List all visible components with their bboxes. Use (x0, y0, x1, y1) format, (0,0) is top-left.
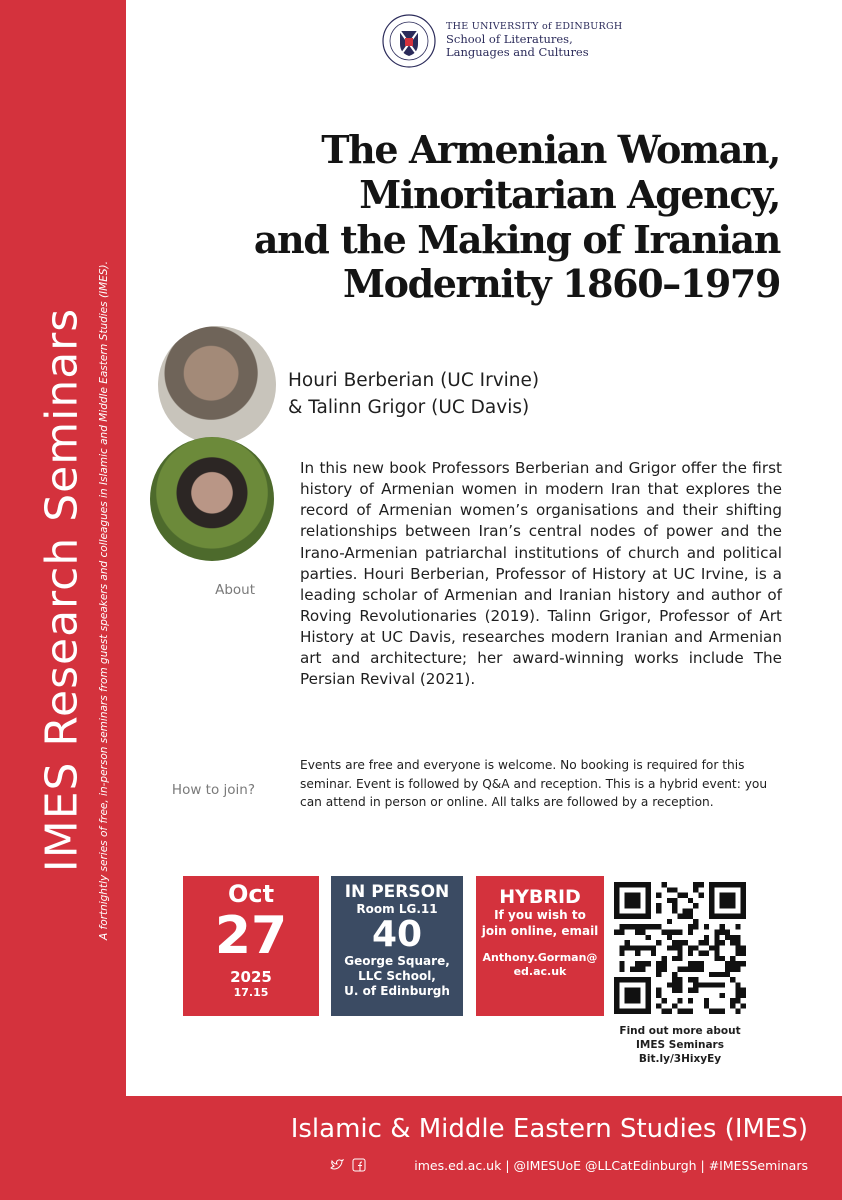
address-line: George Square, (344, 953, 450, 968)
about-label: About (215, 582, 255, 598)
speakers (288, 368, 539, 422)
email-part: ed.ac.uk (513, 965, 567, 979)
qr-caption-line: Find out more about (619, 1025, 741, 1037)
in-person-heading: IN PERSON (344, 882, 450, 902)
footer-links[interactable]: imes.ed.ac.uk | @IMESUoE @LLCatEdinburgh | #IMESSeminars (414, 1158, 808, 1173)
hybrid-heading: HYBRID (499, 886, 581, 908)
qr-caption-line: IMES Seminars (636, 1039, 724, 1052)
speaker-line: & Talinn Grigor (UC Davis) (288, 396, 530, 418)
date-box (183, 876, 319, 1016)
date-time: 17.15 (233, 986, 269, 999)
event-title (150, 128, 780, 307)
twitter-icon[interactable] (330, 1158, 344, 1172)
school-name-line2: Languages and Cultures (446, 45, 589, 60)
in-person-box (331, 876, 463, 1016)
date-month: Oct (227, 880, 275, 908)
university-crest-icon (382, 14, 436, 68)
footer (0, 1096, 842, 1200)
qr-code[interactable] (614, 882, 746, 1014)
how-to-join-text: Events are free and everyone is welcome. No booking is required for this seminar. Event is followed by Q&A and reception. This is a hybrid event: you can attend in person or online. All talks are followed by a reception. (300, 758, 768, 810)
date-year: 2025 (230, 968, 272, 986)
hybrid-text: If you wish to (494, 908, 586, 922)
hybrid-text: join online, email (481, 923, 599, 938)
qr-link[interactable]: Bit.ly/3HixyEy (638, 1053, 722, 1066)
speaker-photo-berberian (158, 326, 276, 444)
title-line: Modernity 1860–1979 (342, 261, 780, 307)
address-line: LLC School, (358, 968, 436, 983)
hybrid-box (476, 876, 604, 1016)
title-line: and the Making of Iranian (253, 216, 780, 262)
school-name-line1: School of Literatures, (446, 32, 573, 47)
footer-title: Islamic & Middle Eastern Studies (IMES) (290, 1114, 808, 1144)
date-day: 27 (214, 906, 288, 966)
social-icons (330, 1158, 366, 1172)
address-line: U. of Edinburgh (344, 983, 450, 998)
qr-caption (604, 1024, 756, 1067)
about-text: In this new book Professors Berberian and Grigor offer the first history of Armenian women in modern Iran that explores the record of Armenian women’s organisations and their shifting relationships between Iran’s central nodes of power and the Irano-Armenian patriarchal institutions of church and political parties. Houri Berberian, Professor of History at UC Irvine, is a leading scholar of Armenian and Iranian history and author of Roving Revolutionaries (2019). Talinn Grigor, Professor of Art History at UC Davis, researches modern Iranian and Armenian art and architecture; her award-winning works include The Persian Revival (2021). (300, 459, 782, 689)
speaker-photo-grigor (150, 437, 274, 561)
email-part: Anthony.Gorman@ (482, 951, 598, 965)
sidebar-band (0, 0, 126, 1200)
hybrid-email[interactable] (476, 951, 604, 980)
title-line: Minoritarian Agency, (359, 171, 780, 217)
university-logo[interactable] (382, 14, 622, 68)
series-subtitle: A fortnightly series of free, in-person seminars from guest speakers and colleagues in Islamic and Middle Eastern Studies (IMES). (98, 261, 110, 940)
building-number: 40 (371, 914, 423, 955)
facebook-icon[interactable] (352, 1158, 366, 1172)
speaker-line: Houri Berberian (UC Irvine) (288, 370, 540, 391)
university-name: THE UNIVERSITY of EDINBURGH (446, 21, 623, 33)
how-to-join-label: How to join? (171, 782, 255, 798)
room: Room LG.11 (356, 902, 438, 916)
title-line: The Armenian Woman, (321, 127, 780, 172)
series-title: IMES Research Seminars (36, 307, 88, 873)
